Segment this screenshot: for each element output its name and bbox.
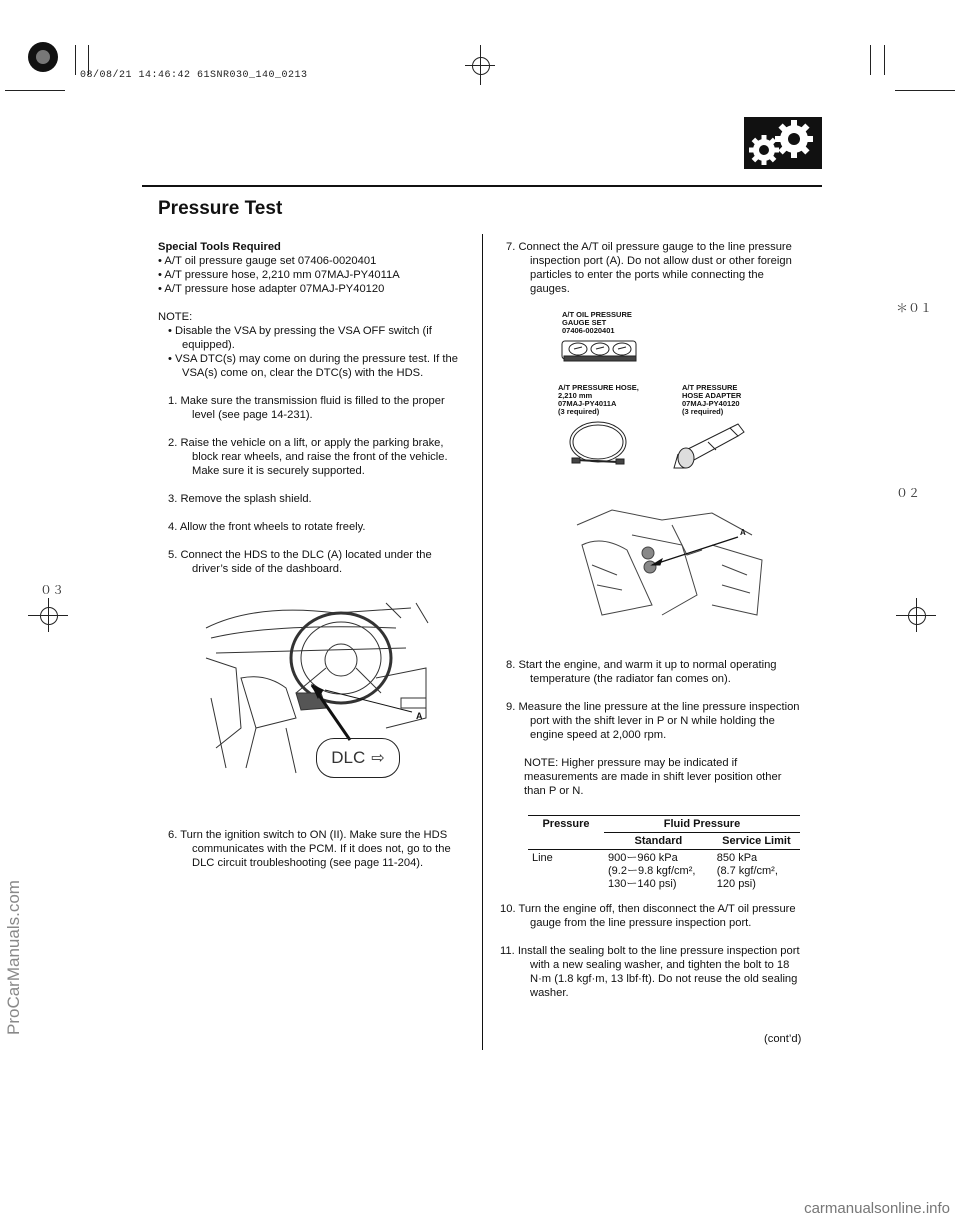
col-standard: Standard [634, 835, 683, 847]
step-9-note: NOTE: Higher pressure may be indicated if measurements are made in shift lever position other than P or N. [524, 757, 782, 797]
print-timestamp: 08/08/21 14:46:42 61SNR030_140_0213 [80, 70, 308, 81]
dlc-label: DLC [331, 748, 366, 767]
step-7: 7. Connect the A/T oil pressure gauge to the line pressure inspection port (A). Do not allow dust or other foreign particles to enter the ports while connecting the gauges. [506, 241, 792, 295]
tools-heading: Special Tools Required [158, 241, 281, 253]
crop-mark [870, 45, 871, 75]
crop-mark [884, 45, 885, 75]
crosshair-circle [472, 57, 490, 75]
hose-label-line: 2,210 mm [558, 391, 593, 400]
watermark-left: ProCarManuals.com [4, 880, 23, 1035]
hose-label-line: A/T PRESSURE HOSE, [558, 383, 639, 392]
fluid-pressure-table [528, 815, 800, 893]
adapter-label-line: A/T PRESSURE [682, 383, 738, 392]
hose-label-line: (3 required) [558, 407, 600, 416]
hose-adapter-label [682, 384, 741, 416]
tool-item: • A/T oil pressure gauge set 07406-0020401 [158, 255, 377, 267]
standard-value [604, 850, 713, 894]
steps-10-11-block [500, 902, 806, 1000]
standard-line: 130ー140 psi) [608, 878, 677, 890]
crosshair-circle [40, 607, 58, 625]
pressure-hose-label [558, 384, 639, 416]
standard-line: 900ー960 kPa [608, 852, 678, 864]
arrow-right-icon: ⇨ [371, 750, 385, 767]
step-4: 4. Allow the front wheels to rotate freely. [168, 521, 366, 533]
step-9: 9. Measure the line pressure at the line pressure inspection port with the shift lever in P or N while holding the engine speed at 2,000 rpm. [506, 701, 800, 741]
step-6-block [168, 828, 468, 870]
crop-mark [5, 90, 65, 91]
col-service-limit: Service Limit [722, 835, 791, 847]
limit-line: 120 psi) [716, 878, 756, 890]
crop-mark [895, 90, 955, 91]
adapter-label-line: 07MAJ-PY40120 [682, 399, 740, 408]
note-item: • Disable the VSA by pressing the VSA OFF switch (if equipped). [168, 325, 432, 351]
figure-label-a-left: A [416, 711, 423, 721]
steps-8-9-block [506, 658, 806, 798]
standard-line: (9.2ー9.8 kgf/cm², [608, 865, 696, 877]
tool-item: • A/T pressure hose, 2,210 mm 07MAJ-PY4011A [158, 269, 400, 281]
dlc-connector-box [316, 738, 400, 778]
gauge-set-label [562, 311, 632, 335]
limit-value [713, 850, 800, 894]
gauge-label-line: GAUGE SET [562, 318, 607, 327]
pressure-hose-illustration [566, 420, 636, 472]
side-mark-02: ０２ [896, 487, 921, 501]
gears-icon [744, 117, 822, 169]
hose-adapter-illustration [668, 420, 748, 472]
step-6: 6. Turn the ignition switch to ON (II). Make sure the HDS communicates with the PCM. If it does not, go to the DLC circuit troubleshooting (see page 11-204). [168, 829, 451, 869]
continued-label: (cont’d) [764, 1033, 802, 1045]
port-callout-line [650, 535, 750, 575]
adapter-label-line: HOSE ADAPTER [682, 391, 742, 400]
hose-label-line: 07MAJ-PY4011A [558, 399, 617, 408]
note-heading: NOTE: [158, 311, 193, 323]
tool-item: • A/T pressure hose adapter 07MAJ-PY40120 [158, 283, 385, 295]
limit-line: 850 kPa [716, 852, 758, 864]
step-7-block [506, 240, 806, 296]
figure-label-a-right: A [740, 528, 746, 537]
registration-mark-top-left-inner [36, 50, 50, 64]
gauge-label-line: A/T OIL PRESSURE [562, 310, 632, 319]
table-row [528, 850, 800, 894]
note-item: • VSA DTC(s) may come on during the pressure test. If the VSA(s) come on, clear the DTC(s) with the HDS. [168, 353, 458, 379]
side-mark-03: ０３ [40, 584, 65, 598]
step-8: 8. Start the engine, and warm it up to normal operating temperature (the radiator fan comes on). [506, 659, 777, 685]
gauge-set-illustration [560, 338, 640, 364]
crosshair-circle [908, 607, 926, 625]
side-mark-01: ＊０１ [896, 302, 933, 316]
page-title: Pressure Test [158, 198, 283, 219]
watermark-bottom: carmanualsonline.info [804, 1200, 950, 1217]
row-line: Line [532, 852, 553, 864]
col-fluid-pressure: Fluid Pressure [604, 816, 800, 833]
step-1: 1. Make sure the transmission fluid is filled to the proper level (see page 14-231). [168, 395, 445, 421]
header-rule [142, 185, 822, 187]
col-pressure: Pressure [542, 818, 590, 830]
left-column [158, 240, 468, 576]
crop-mark [75, 45, 76, 75]
step-3: 3. Remove the splash shield. [168, 493, 312, 505]
adapter-label-line: (3 required) [682, 407, 724, 416]
step-2: 2. Raise the vehicle on a lift, or apply the parking brake, block rear wheels, and raise the front of the vehicle. Make sure it is securely supported. [168, 437, 448, 477]
step-10: 10. Turn the engine off, then disconnect the A/T oil pressure gauge from the line pressure inspection port. [500, 903, 796, 929]
gauge-label-line: 07406-0020401 [562, 326, 615, 335]
step-5: 5. Connect the HDS to the DLC (A) located under the driver’s side of the dashboard. [168, 549, 432, 575]
limit-line: (8.7 kgf/cm², [716, 865, 778, 877]
column-divider [482, 234, 483, 1050]
step-11: 11. Install the sealing bolt to the line pressure inspection port with a new sealing washer, and tighten the bolt to 18 N·m (1.8 kgf·m, 13 lbf·ft). Do not reuse the old sealing washer. [500, 945, 800, 999]
